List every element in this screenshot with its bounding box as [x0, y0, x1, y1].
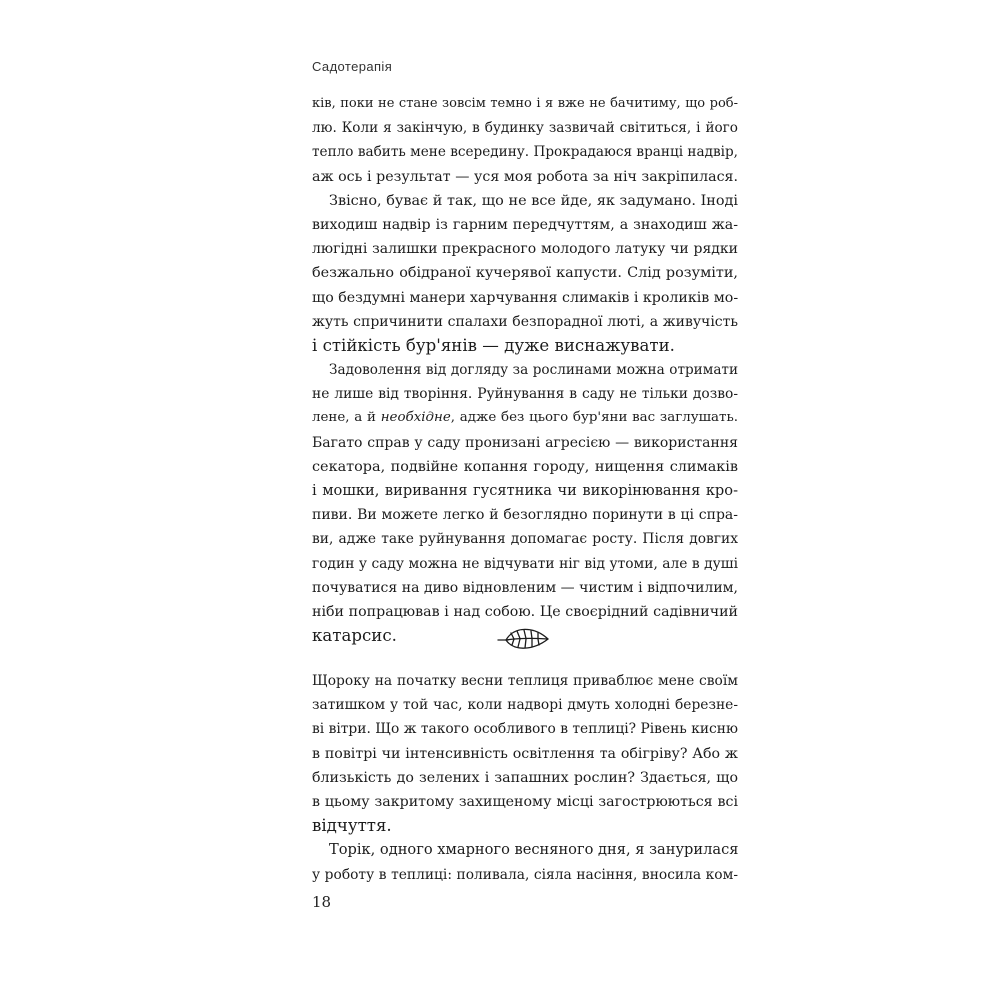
text-line: люгідні залишки прекрасного молодого латуку чи рядки: [312, 241, 738, 258]
text-line: секатора, подвійне копання городу, нищення слимаків: [312, 458, 738, 475]
text-line: в повітрі чи інтенсивність освітлення та обігріву? Або ж: [312, 745, 738, 762]
page-number: 18: [312, 893, 332, 911]
text-line: що бездумні манери харчування слимаків і кроликів мо-: [312, 289, 738, 306]
text-line: почуватися на диво відновленим — чистим і відпочилим,: [312, 579, 738, 596]
text-line: близькість до зелених і запашних рослин? Здається, що: [312, 769, 738, 786]
text-line: годин у саду можна не відчувати ніг від утоми, але в душі: [312, 555, 738, 572]
italic-emphasis: необхідне: [380, 410, 451, 426]
text-run: лене, а й: [312, 410, 381, 426]
text-line: Торік, одного хмарного весняного дня, я занурилася: [329, 841, 738, 859]
leaf-ornament-icon: [496, 622, 552, 656]
text-line: і мошки, виривання гусятника чи викорінювання кро-: [312, 482, 738, 499]
text-line: і стійкість бур'янів — дуже виснажувати.: [312, 335, 675, 355]
text-line: затишком у той час, коли надворі дмуть холодні березне-: [312, 697, 738, 714]
text-line: не лише від творіння. Руйнування в саду не тільки дозво-: [312, 386, 738, 403]
text-line: аж ось і результат — уся моя робота за ніч закріпилася.: [312, 168, 738, 185]
text-line: Багато справ у саду пронизані агресією — використання: [312, 434, 738, 451]
text-run: , адже без цього бур'яни вас заглушать.: [450, 410, 738, 426]
text-line: в цьому закритому захищеному місці загострюються всі: [312, 793, 738, 810]
body-text-upper: [312, 92, 738, 648]
text-line: безжально обідраної кучерявої капусти. Слід розуміти,: [312, 265, 738, 282]
text-line-mixed: [312, 406, 738, 430]
text-line: ві вітри. Що ж такого особливого в теплиці? Рівень кисню: [312, 721, 738, 738]
text-line: виходиш надвір із гарним передчуттям, а знаходиш жа-: [312, 216, 738, 233]
text-line: Звісно, буває й так, що не все йде, як задумано. Іноді: [329, 192, 738, 209]
text-line: жуть спричинити спалахи безпорадної люті, а живучість: [312, 313, 738, 330]
body-text-lower: [312, 669, 738, 887]
text-line: Щороку на початку весни теплиця приваблює мене своїм: [312, 673, 738, 689]
text-line: ніби попрацював і над собою. Це своєрідний садівничий: [312, 603, 738, 620]
text-line: у роботу в теплиці: поливала, сіяла насіння, вносила ком-: [312, 866, 738, 883]
text-line: ви, адже таке руйнування допомагає росту. Після довгих: [312, 531, 738, 548]
running-head: Садотерапія: [312, 59, 393, 74]
text-line: катарсис.: [312, 626, 397, 646]
text-line: Задоволення від догляду за рослинами можна отримати: [329, 362, 738, 379]
text-line: лю. Коли я закінчую, в будинку зазвичай світиться, і його: [312, 120, 738, 137]
text-line: ків, поки не стане зовсім темно і я вже не бачитиму, що роб-: [312, 96, 738, 111]
text-line: тепло вабить мене всередину. Прокрадаюся вранці надвір,: [312, 144, 738, 161]
text-line: відчуття.: [312, 816, 392, 836]
text-line: пиви. Ви можете легко й безоглядно поринути в ці спра-: [312, 507, 738, 524]
